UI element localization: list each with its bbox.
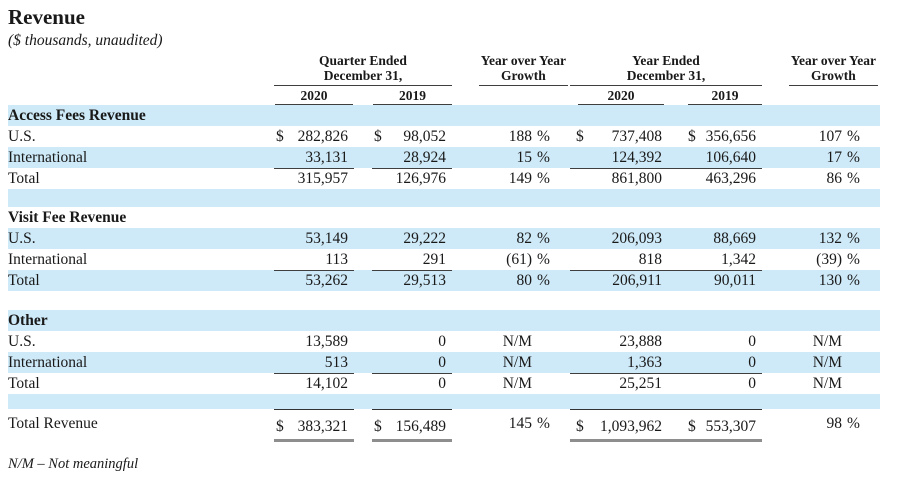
percent-value: N/M [502, 354, 532, 371]
cell-quarter-2020 [274, 409, 354, 440]
year-group-line2: December 31, [626, 68, 706, 83]
amount: 124,392 [611, 148, 662, 166]
dollar-sign: $ [276, 417, 284, 435]
percent-value: 107 [818, 128, 842, 145]
quarter-group-line1: Quarter Ended [319, 53, 407, 68]
section-heading-row [8, 207, 880, 228]
page-title: Revenue [8, 5, 85, 29]
cell-quarter-2019 [372, 373, 452, 394]
cell-quarter-2019 [372, 147, 452, 168]
percent-value: 86 [826, 170, 842, 187]
amount: 463,296 [705, 170, 756, 187]
table-row [8, 249, 880, 270]
cell-yoy-growth-year [762, 249, 880, 270]
cell-year-2019 [668, 270, 762, 291]
amount: 206,911 [612, 272, 662, 289]
section-heading: Visit Fee Revenue [8, 209, 127, 226]
header-yoy-year [762, 53, 880, 86]
cell-yoy-growth-year [762, 352, 880, 373]
percent-sign: % [537, 272, 550, 289]
amount: 0 [438, 375, 446, 392]
amount: 25,251 [619, 375, 662, 392]
cell-quarter-2019 [372, 270, 452, 291]
amount: 0 [748, 353, 756, 371]
cell-quarter-2020 [274, 228, 354, 249]
cell-yoy-growth-year [762, 168, 880, 189]
table-row [8, 373, 880, 394]
amount: 13,589 [305, 333, 348, 350]
column-gap [354, 331, 372, 352]
cell-year-2019 [668, 147, 762, 168]
cell-year-2019 [668, 352, 762, 373]
cell-yoy-growth-quarter [452, 409, 570, 440]
percent-sign: % [537, 415, 550, 432]
cell-quarter-2020 [274, 373, 354, 394]
amount: 737,408 [611, 128, 662, 145]
percent-value: 145 [508, 415, 532, 432]
row-label: Total [8, 170, 40, 187]
amount: 0 [438, 353, 446, 371]
cell-year-2020 [570, 373, 668, 394]
row-label: U.S. [8, 333, 36, 350]
amount: 29,513 [403, 272, 446, 289]
dollar-sign: $ [576, 128, 584, 145]
amount: 98,052 [403, 128, 446, 145]
percent-sign: % [537, 230, 550, 247]
amount: 553,307 [705, 417, 756, 435]
header-empty [8, 86, 274, 105]
row-label: International [8, 149, 88, 166]
cell-year-2020 [570, 126, 668, 147]
cell-year-2020 [570, 331, 668, 352]
section-heading-row [8, 310, 880, 331]
column-gap [354, 147, 372, 168]
percent-sign: % [847, 272, 860, 289]
percent-value: 82 [516, 230, 532, 247]
table-row [8, 147, 880, 168]
section-spacer [8, 394, 880, 409]
cell-yoy-growth-quarter [452, 126, 570, 147]
percent-sign: % [847, 170, 860, 187]
percent-value: 17 [826, 149, 842, 166]
row-label: U.S. [8, 128, 36, 145]
amount: 1,093,962 [600, 417, 662, 435]
year-group-line1: Year Ended [632, 53, 700, 68]
cell-year-2019 [668, 373, 762, 394]
section-heading-row [8, 105, 880, 126]
cell-yoy-growth-quarter [452, 147, 570, 168]
percent-value: 130 [818, 272, 842, 289]
column-gap [354, 270, 372, 291]
cell-quarter-2020 [274, 331, 354, 352]
cell-year-2020 [570, 352, 668, 373]
row-label: U.S. [8, 230, 36, 247]
table-row [8, 352, 880, 373]
header-gap [354, 86, 372, 105]
amount: 282,826 [297, 128, 348, 145]
header-year-row [8, 86, 880, 105]
percent-sign: % [537, 251, 550, 268]
cell-yoy-growth-quarter [452, 373, 570, 394]
percent-sign: % [847, 251, 860, 268]
header-empty [452, 86, 570, 105]
cell-year-2020 [570, 168, 668, 189]
header-col-q2020: 2020 [274, 86, 354, 105]
amount: 33,131 [305, 148, 348, 166]
percent-value: N/M [812, 333, 842, 350]
amount: 861,800 [611, 170, 662, 187]
percent-sign: % [847, 230, 860, 247]
amount: 53,149 [305, 230, 348, 247]
percent-value: 98 [826, 415, 842, 432]
dollar-sign: $ [276, 128, 284, 145]
cell-quarter-2019 [372, 352, 452, 373]
cell-quarter-2020 [274, 249, 354, 270]
cell-quarter-2020 [274, 126, 354, 147]
percent-value: 132 [818, 230, 842, 247]
amount: 156,489 [395, 417, 446, 435]
cell-quarter-2019 [372, 409, 452, 440]
amount: 0 [748, 375, 756, 392]
column-gap [354, 228, 372, 249]
amount: 53,262 [305, 272, 348, 289]
amount: 0 [748, 333, 756, 350]
footnote: N/M – Not meaningful [8, 455, 139, 472]
amount: 513 [324, 353, 348, 371]
dollar-sign: $ [688, 128, 696, 145]
row-label: International [8, 251, 88, 268]
cell-year-2020 [570, 147, 668, 168]
yoy-line2: Growth [501, 68, 546, 83]
amount: 356,656 [705, 128, 756, 145]
percent-value: N/M [502, 375, 532, 392]
section-spacer [8, 291, 880, 310]
revenue-table [8, 53, 880, 442]
dollar-sign: $ [374, 128, 382, 145]
yoy-line2: Growth [811, 68, 856, 83]
cell-yoy-growth-quarter [452, 228, 570, 249]
column-gap [354, 126, 372, 147]
percent-sign: % [537, 128, 550, 145]
amount: 0 [438, 333, 446, 350]
cell-year-2020 [570, 409, 668, 440]
cell-quarter-2020 [274, 270, 354, 291]
cell-year-2019 [668, 126, 762, 147]
column-gap [354, 409, 372, 440]
total-revenue-row [8, 409, 880, 440]
percent-value: N/M [812, 375, 842, 392]
amount: 291 [422, 250, 446, 268]
cell-yoy-growth-year [762, 409, 880, 440]
amount: 106,640 [705, 148, 756, 166]
dollar-sign: $ [374, 417, 382, 435]
cell-quarter-2020 [274, 352, 354, 373]
column-gap [354, 352, 372, 373]
percent-value: 15 [516, 149, 532, 166]
header-empty [762, 86, 880, 105]
cell-year-2020 [570, 228, 668, 249]
section-spacer [8, 189, 880, 207]
header-col-y2020: 2020 [570, 86, 668, 105]
percent-value: (39) [816, 251, 842, 268]
amount: 113 [325, 250, 348, 268]
amount: 206,093 [611, 230, 662, 247]
dollar-sign: $ [576, 417, 584, 435]
cell-quarter-2020 [274, 168, 354, 189]
amount: 383,321 [297, 417, 348, 435]
header-group-row [8, 53, 880, 86]
cell-yoy-growth-quarter [452, 168, 570, 189]
amount: 14,102 [305, 375, 348, 392]
yoy-line1: Year over Year [480, 53, 566, 68]
percent-sign: % [847, 149, 860, 166]
percent-sign: % [537, 149, 550, 166]
section-heading: Other [8, 312, 48, 329]
table-row [8, 270, 880, 291]
amount: 1,363 [627, 353, 662, 371]
cell-year-2019 [668, 168, 762, 189]
row-label: Total Revenue [8, 415, 98, 432]
percent-sign: % [847, 415, 860, 432]
cell-quarter-2019 [372, 331, 452, 352]
amount: 23,888 [619, 333, 662, 350]
quarter-group-line2: December 31, [323, 68, 403, 83]
cell-year-2019 [668, 409, 762, 440]
cell-quarter-2020 [274, 147, 354, 168]
table-row [8, 228, 880, 249]
amount: 315,957 [297, 170, 348, 187]
cell-yoy-growth-year [762, 147, 880, 168]
cell-yoy-growth-year [762, 270, 880, 291]
cell-year-2019 [668, 228, 762, 249]
cell-yoy-growth-year [762, 126, 880, 147]
header-yoy-quarter [452, 53, 570, 86]
percent-value: N/M [812, 354, 842, 371]
cell-yoy-growth-quarter [452, 249, 570, 270]
amount: 90,011 [713, 272, 756, 289]
cell-year-2019 [668, 249, 762, 270]
cell-quarter-2019 [372, 126, 452, 147]
cell-yoy-growth-quarter [452, 270, 570, 291]
row-label: Total [8, 375, 40, 392]
cell-year-2020 [570, 270, 668, 291]
cell-yoy-growth-quarter [452, 352, 570, 373]
percent-value: 80 [516, 272, 532, 289]
amount: 818 [638, 250, 662, 268]
section-heading: Access Fees Revenue [8, 107, 146, 124]
percent-value: (61) [506, 251, 532, 268]
column-gap [354, 373, 372, 394]
percent-sign: % [537, 170, 550, 187]
header-quarter-group [274, 53, 452, 86]
row-label: Total [8, 272, 40, 289]
cell-quarter-2019 [372, 228, 452, 249]
header-year-group [570, 53, 762, 86]
amount: 29,222 [403, 230, 446, 247]
amount: 1,342 [721, 250, 756, 268]
dollar-sign: $ [688, 417, 696, 435]
column-gap [354, 168, 372, 189]
percent-sign: % [847, 128, 860, 145]
page-subtitle: ($ thousands, unaudited) [8, 32, 163, 49]
header-empty [8, 53, 274, 86]
percent-value: 188 [508, 128, 532, 145]
column-gap [354, 249, 372, 270]
cell-quarter-2019 [372, 168, 452, 189]
percent-value: N/M [502, 333, 532, 350]
amount: 126,976 [395, 170, 446, 187]
cell-yoy-growth-year [762, 331, 880, 352]
cell-quarter-2019 [372, 249, 452, 270]
amount: 88,669 [713, 230, 756, 247]
cell-year-2019 [668, 331, 762, 352]
table-row [8, 126, 880, 147]
header-col-y2019: 2019 [668, 86, 762, 105]
table-row [8, 331, 880, 352]
cell-year-2020 [570, 249, 668, 270]
header-col-q2019: 2019 [372, 86, 452, 105]
cell-yoy-growth-quarter [452, 331, 570, 352]
yoy-line1: Year over Year [790, 53, 876, 68]
cell-yoy-growth-year [762, 373, 880, 394]
amount: 28,924 [403, 148, 446, 166]
cell-yoy-growth-year [762, 228, 880, 249]
percent-value: 149 [508, 170, 532, 187]
table-row [8, 168, 880, 189]
row-label: International [8, 354, 88, 371]
